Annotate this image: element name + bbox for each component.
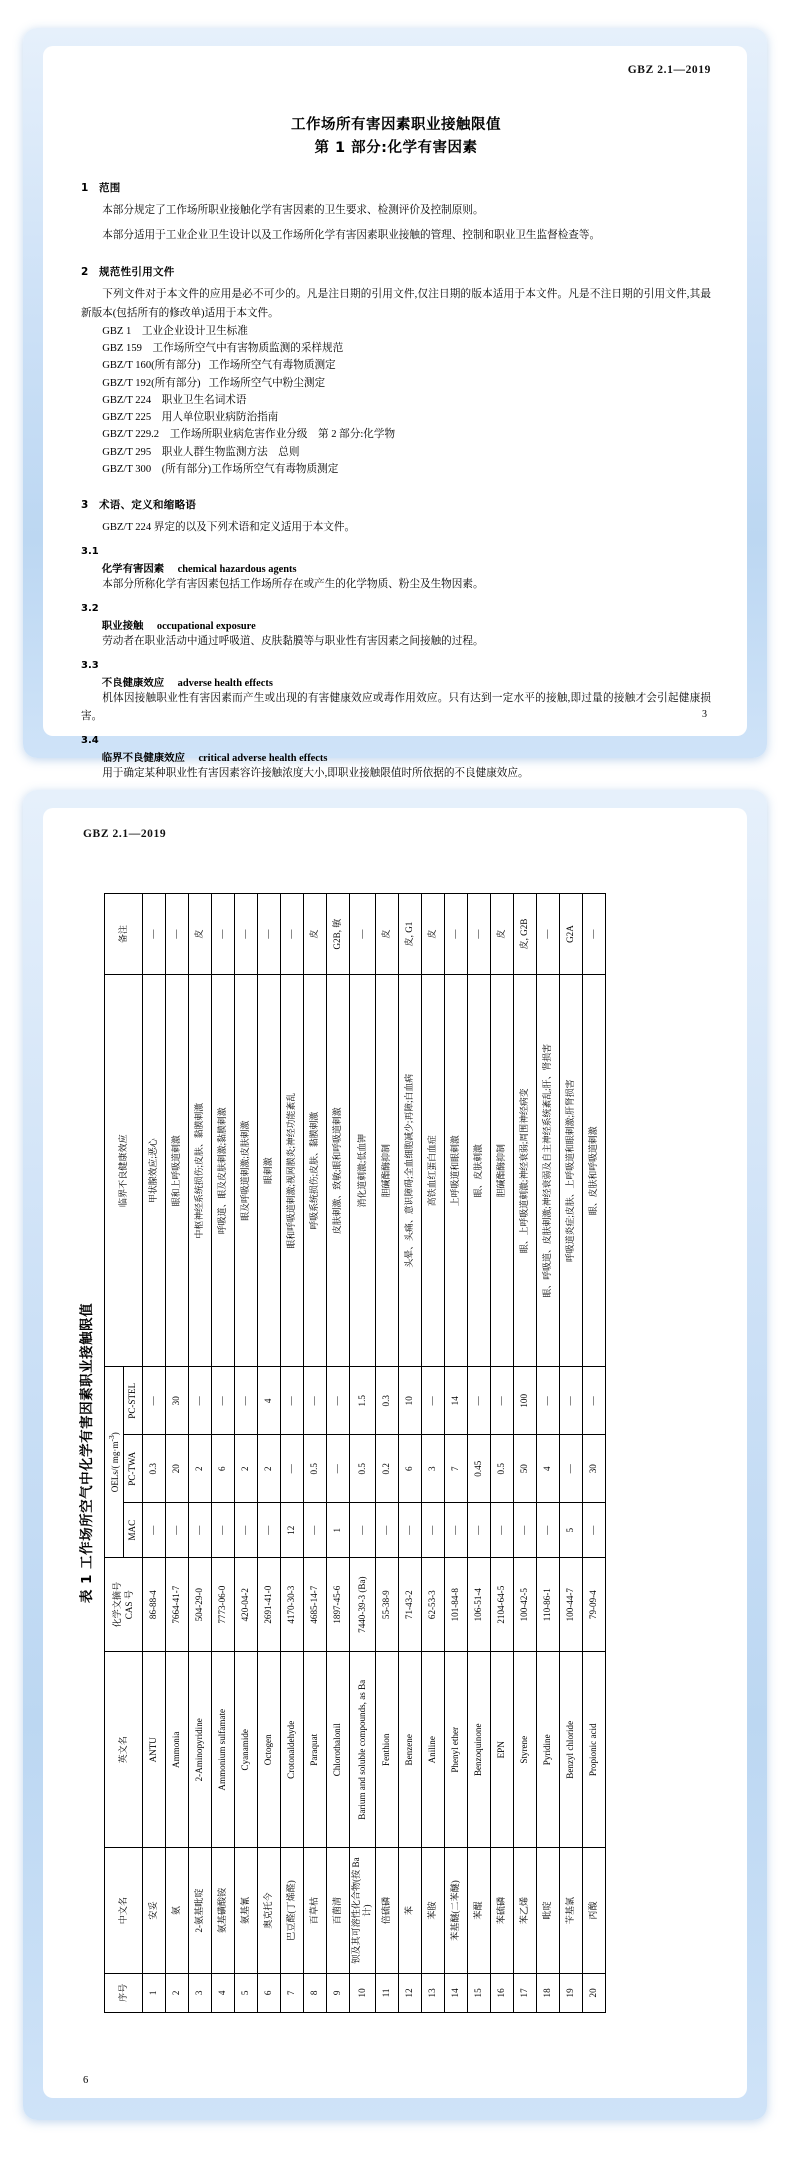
cell-en-name: Propionic acid [582, 1652, 605, 1848]
cell-cas: 504-29-0 [189, 1558, 212, 1652]
cell-pc-twa: — [559, 1435, 582, 1503]
cell-mac: — [490, 1503, 513, 1558]
term-name-cn: 不良健康效应 [101, 677, 165, 690]
col-header-cas-line2: CAS 号 [123, 1590, 134, 1620]
page-2-sheet [43, 808, 747, 2098]
table-row [375, 894, 398, 2013]
cell-pc-twa: 50 [513, 1435, 536, 1503]
page-1-content [81, 64, 711, 783]
cell-mac: — [235, 1503, 258, 1558]
table-row [467, 894, 490, 2013]
cell-remarks: — [212, 894, 235, 975]
cell-no: 9 [327, 1973, 350, 2012]
cell-pc-stel: — [212, 1367, 235, 1435]
col-header-pc-stel: PC-STEL [124, 1367, 143, 1435]
cell-pc-stel: — [421, 1367, 444, 1435]
cell-mac: — [582, 1503, 605, 1558]
cell-en-name: Paraquat [304, 1652, 327, 1848]
cell-remarks: — [258, 894, 281, 975]
cell-no: 8 [304, 1973, 327, 2012]
table-row [281, 894, 304, 2013]
cell-cas: 71-43-2 [398, 1558, 421, 1652]
cell-cn-name: 苯胺 [421, 1848, 444, 1973]
section-heading-scope [81, 180, 711, 195]
cell-cn-name: 苯 [398, 1848, 421, 1973]
cell-pc-twa: 2 [235, 1435, 258, 1503]
cell-pc-twa: 2 [258, 1435, 281, 1503]
table-row [166, 894, 189, 2013]
term-name-cn: 化学有害因素 [101, 563, 165, 576]
cell-effects: 眼和上呼吸道刺激 [166, 975, 189, 1367]
term-entry [81, 546, 711, 594]
cell-remarks: 皮 [421, 894, 444, 975]
cell-remarks: — [166, 894, 189, 975]
cell-mac: — [304, 1503, 327, 1558]
cell-en-name: Ammonia [166, 1652, 189, 1848]
table-row [235, 894, 258, 2013]
scope-paragraph-2: 本部分适用于工业企业卫生设计以及工作场所化学有害因素职业接触的管理、控制和职业卫生监督检查等。 [102, 230, 601, 242]
cell-cn-name: 氨基氰 [235, 1848, 258, 1973]
col-header-en-name: 英文名 [105, 1652, 143, 1848]
col-header-cn-name: 中文名 [105, 1848, 143, 1973]
cell-cas: 7440-39-3 (Ba) [350, 1558, 376, 1652]
cell-effects: 呼吸道炎症;皮肤、上呼吸道和眼刺激;肝肾损害 [559, 975, 582, 1367]
term-name-en: critical adverse health effects [198, 753, 328, 765]
cell-en-name: Octogen [258, 1652, 281, 1848]
cell-effects: 眼、皮肤刺激 [467, 975, 490, 1367]
document-title [81, 114, 711, 161]
table-header-row-1 [105, 894, 124, 2013]
cell-cn-name: 苄基氯 [559, 1848, 582, 1973]
cell-no: 16 [490, 1973, 513, 2012]
cell-mac: — [467, 1503, 490, 1558]
col-header-mac: MAC [124, 1503, 143, 1558]
cell-effects: 眼、上呼吸道刺激;神经衰弱;周围神经病变 [513, 975, 536, 1367]
reference-item: GBZ 1 工业企业设计卫生标准 [102, 325, 248, 337]
clause-number: 3.2 [81, 603, 99, 615]
col-header-cas [105, 1558, 143, 1652]
cell-pc-stel: — [281, 1367, 304, 1435]
col-header-cas-line1: 化学文摘号 [112, 1581, 123, 1628]
cell-cn-name: 氨 [166, 1848, 189, 1973]
cell-cas: 79-09-4 [582, 1558, 605, 1652]
section-number-1: 1 [81, 181, 89, 194]
title-line-1: 工作场所有害因素职业接触限值 [291, 117, 501, 133]
cell-pc-twa: 7 [444, 1435, 467, 1503]
cell-no: 10 [350, 1973, 376, 2012]
cell-remarks: — [143, 894, 166, 975]
table-row [444, 894, 467, 2013]
cell-mac: — [350, 1503, 376, 1558]
cell-cas: 110-86-1 [536, 1558, 559, 1652]
term-name-line [81, 617, 711, 632]
cell-no: 3 [189, 1973, 212, 2012]
cell-cas: 86-88-4 [143, 1558, 166, 1652]
cell-mac: 5 [559, 1503, 582, 1558]
cell-remarks: — [467, 894, 490, 975]
cell-en-name: Pyridine [536, 1652, 559, 1848]
cell-pc-stel: — [235, 1367, 258, 1435]
cell-cas: 4170-30-3 [281, 1558, 304, 1652]
clause-number: 3.3 [81, 660, 99, 672]
section-title-3: 术语、定义和缩略语 [99, 499, 197, 512]
cell-cas: 1897-45-6 [327, 1558, 350, 1652]
cell-cas: 7773-06-0 [212, 1558, 235, 1652]
cell-cas: 101-84-8 [444, 1558, 467, 1652]
table-row [559, 894, 582, 2013]
cell-cas: 7664-41-7 [166, 1558, 189, 1652]
cell-effects: 呼吸道、眼及皮肤刺激;黏膜刺激 [212, 975, 235, 1367]
cell-pc-stel: — [304, 1367, 327, 1435]
table-row [536, 894, 559, 2013]
cell-pc-stel: — [490, 1367, 513, 1435]
cell-no: 7 [281, 1973, 304, 2012]
cell-no: 15 [467, 1973, 490, 2012]
cell-cn-name: 百菌清 [327, 1848, 350, 1973]
col-header-effects: 临界不良健康效应 [105, 975, 143, 1367]
cell-cas: 420-04-2 [235, 1558, 258, 1652]
cell-pc-twa: 0.3 [143, 1435, 166, 1503]
col-header-pc-twa: PC-TWA [124, 1435, 143, 1503]
table-row [327, 894, 350, 2013]
cell-effects: 中枢神经系统损伤;皮肤、黏膜刺激 [189, 975, 212, 1367]
cell-cn-name: 苯基醚(二苯醚) [444, 1848, 467, 1973]
cell-cn-name: 苯乙烯 [513, 1848, 536, 1973]
cell-mac: — [189, 1503, 212, 1558]
cell-remarks: — [444, 894, 467, 975]
cell-en-name: ANTU [143, 1652, 166, 1848]
table-row [212, 894, 235, 2013]
cell-effects: 皮肤刺激、致敏;眼和呼吸道刺激 [327, 975, 350, 1367]
table-header [105, 894, 143, 2013]
cell-en-name: 2-Aminopyridine [189, 1652, 212, 1848]
page-number: 6 [83, 2075, 89, 2086]
cell-mac: — [444, 1503, 467, 1558]
refs-intro-paragraph: 下列文件对于本文件的应用是必不可少的。凡是注日期的引用文件,仅注日期的版本适用于本文件。凡是不注日期的引用文件,其最新版本(包括所有的修改单)适用于本文件。 [81, 289, 711, 319]
table-row [350, 894, 376, 2013]
cell-en-name: Fenthion [375, 1652, 398, 1848]
term-definition: 用于确定某种职业性有害因素容许接触浓度大小,即职业接触限值时所依据的不良健康效应。 [102, 768, 529, 780]
cell-remarks: G2A [559, 894, 582, 975]
cell-effects: 胆碱酯酶抑制 [375, 975, 398, 1367]
cell-pc-stel: — [189, 1367, 212, 1435]
term-entry [81, 660, 711, 726]
table-row [421, 894, 444, 2013]
term-name-line [81, 560, 711, 575]
cell-remarks: 皮 [304, 894, 327, 975]
occupational-exposure-limits-table [104, 893, 606, 2013]
cell-cn-name: 钡及其可溶性化合物(按 Ba 计) [350, 1848, 376, 1973]
col-header-oels-group [105, 1367, 124, 1558]
cell-no: 1 [143, 1973, 166, 2012]
table-caption: 表 1 工作场所空气中化学有害因素职业接触限值 [79, 1302, 95, 1604]
cell-no: 14 [444, 1973, 467, 2012]
reference-item: GBZ/T 160(所有部分) 工作场所空气有毒物质测定 [102, 360, 336, 372]
cell-mac: — [513, 1503, 536, 1558]
cell-effects: 眼、呼吸道、皮肤刺激;神经衰弱及自主神经系统紊乱;肝、肾损害 [536, 975, 559, 1367]
term-name-en: chemical hazardous agents [177, 564, 297, 576]
clause-number: 3.4 [81, 735, 99, 747]
cell-mac: — [212, 1503, 235, 1558]
cell-pc-twa: 6 [212, 1435, 235, 1503]
cell-effects: 胆碱酯酶抑制 [490, 975, 513, 1367]
cell-mac: — [258, 1503, 281, 1558]
cell-no: 20 [582, 1973, 605, 2012]
reference-item: GBZ/T 225 用人单位职业病防治指南 [102, 412, 279, 424]
cell-cn-name: 氨基磺酸铵 [212, 1848, 235, 1973]
cell-mac: — [536, 1503, 559, 1558]
cell-en-name: Chlorothalonil [327, 1652, 350, 1848]
oels-group-exponent: -3 [106, 1435, 116, 1442]
cell-cas: 100-42-5 [513, 1558, 536, 1652]
cell-no: 19 [559, 1973, 582, 2012]
cell-effects: 甲状腺效应;恶心 [143, 975, 166, 1367]
cell-en-name: Benzene [398, 1652, 421, 1848]
cell-effects: 眼及呼吸道刺激;皮肤刺激 [235, 975, 258, 1367]
cell-mac: 12 [281, 1503, 304, 1558]
cell-pc-twa: 0.2 [375, 1435, 398, 1503]
cell-no: 2 [166, 1973, 189, 2012]
cell-en-name: Benzoquinone [467, 1652, 490, 1848]
cell-pc-twa: 4 [536, 1435, 559, 1503]
cell-pc-stel: 10 [398, 1367, 421, 1435]
cell-mac: — [166, 1503, 189, 1558]
cell-remarks: — [536, 894, 559, 975]
cell-pc-stel: 1.5 [350, 1367, 376, 1435]
cell-en-name: Benzyl chloride [559, 1652, 582, 1848]
col-header-no: 序号 [105, 1973, 143, 2012]
cell-effects: 头晕、头痛、意识障碍;全血细胞减少;再障;白血病 [398, 975, 421, 1367]
cell-pc-stel: — [327, 1367, 350, 1435]
cell-cas: 4685-14-7 [304, 1558, 327, 1652]
table-row [398, 894, 421, 2013]
term-definition: 机体因接触职业性有害因素而产生或出现的有害健康效应或毒作用效应。只有达到一定水平的接触,即过量的接触才会引起健康损害。 [81, 693, 711, 723]
cell-remarks: 皮 [189, 894, 212, 975]
cell-no: 4 [212, 1973, 235, 2012]
cell-cn-name: 巴豆醛(丁烯醛) [281, 1848, 304, 1973]
cell-no: 17 [513, 1973, 536, 2012]
cell-no: 13 [421, 1973, 444, 2012]
table-row [304, 894, 327, 2013]
cell-en-name: Cyanamide [235, 1652, 258, 1848]
page-1-shell [23, 28, 767, 780]
cell-remarks: 皮, G1 [398, 894, 421, 975]
table-row [189, 894, 212, 2013]
table-row [143, 894, 166, 2013]
table-row [258, 894, 281, 2013]
cell-pc-stel: — [582, 1367, 605, 1435]
cell-pc-stel: — [143, 1367, 166, 1435]
cell-en-name: Styrene [513, 1652, 536, 1848]
cell-no: 6 [258, 1973, 281, 2012]
cell-pc-twa: 3 [421, 1435, 444, 1503]
rotated-landscape-table-area [75, 858, 715, 2048]
section-title-2: 规范性引用文件 [99, 266, 175, 279]
section-number-3: 3 [81, 499, 89, 512]
section-number-2: 2 [81, 266, 89, 279]
reference-item: GBZ/T 300 (所有部分)工作场所空气有毒物质测定 [102, 463, 339, 475]
table-body [143, 894, 606, 2013]
cell-pc-twa: — [327, 1435, 350, 1503]
cell-effects: 眼和呼吸道刺激;视网膜炎;神经功能紊乱 [281, 975, 304, 1367]
cell-remarks: — [350, 894, 376, 975]
cell-cas: 62-53-3 [421, 1558, 444, 1652]
cell-en-name: Aniline [421, 1652, 444, 1848]
scope-paragraph-1: 本部分规定了工作场所职业接触化学有害因素的卫生要求、检测评价及控制原则。 [102, 204, 484, 216]
cell-mac: 1 [327, 1503, 350, 1558]
col-header-remarks: 备注 [105, 894, 143, 975]
term-entry [81, 735, 711, 783]
cell-remarks: 皮 [490, 894, 513, 975]
cell-pc-twa: 6 [398, 1435, 421, 1503]
cell-cas: 106-51-4 [467, 1558, 490, 1652]
cell-remarks: 皮 [375, 894, 398, 975]
table-row [490, 894, 513, 2013]
section-heading-normative-refs [81, 264, 711, 279]
cell-cn-name: 吡啶 [536, 1848, 559, 1973]
table-row [582, 894, 605, 2013]
term-entry [81, 603, 711, 651]
reference-item: GBZ/T 229.2 工作场所职业病危害作业分级 第 2 部分:化学物 [102, 429, 396, 441]
cell-no: 11 [375, 1973, 398, 2012]
cell-cn-name: 苯硫磷 [490, 1848, 513, 1973]
cell-pc-twa: 20 [166, 1435, 189, 1503]
cell-cn-name: 倍硫磷 [375, 1848, 398, 1973]
cell-pc-stel: 100 [513, 1367, 536, 1435]
cell-cn-name: 奥克托今 [258, 1848, 281, 1973]
term-name-line [81, 674, 711, 689]
cell-pc-stel: — [536, 1367, 559, 1435]
section-title-1: 范围 [99, 181, 121, 194]
cell-cas: 100-44-7 [559, 1558, 582, 1652]
cell-remarks: 皮, G2B [513, 894, 536, 975]
cell-no: 18 [536, 1973, 559, 2012]
page-2-shell [23, 790, 767, 2120]
cell-pc-twa: 30 [582, 1435, 605, 1503]
cell-pc-stel: — [467, 1367, 490, 1435]
table-row [513, 894, 536, 2013]
term-name-cn: 临界不良健康效应 [101, 752, 185, 765]
term-definition: 劳动者在职业活动中通过呼吸道、皮肤黏膜等与职业性有害因素之间接触的过程。 [102, 636, 484, 648]
cell-pc-twa: 0.45 [467, 1435, 490, 1503]
oels-group-tail: ) [109, 1432, 120, 1436]
cell-cn-name: 苯醌 [467, 1848, 490, 1973]
cell-effects: 呼吸系统损伤;皮肤、黏膜刺激 [304, 975, 327, 1367]
cell-effects: 高铁血红蛋白血症 [421, 975, 444, 1367]
page-2-content [43, 808, 747, 2098]
standard-code-header: GBZ 2.1—2019 [627, 64, 711, 76]
title-line-2: 第 1 部分:化学有害因素 [314, 140, 478, 157]
cell-no: 5 [235, 1973, 258, 2012]
cell-pc-twa: 2 [189, 1435, 212, 1503]
standard-code-header: GBZ 2.1—2019 [83, 828, 167, 840]
page-number: 3 [702, 709, 707, 720]
reference-item: GBZ/T 295 职业人群生物监测方法 总则 [102, 446, 300, 458]
section-heading-terms [81, 497, 711, 512]
cell-mac: — [375, 1503, 398, 1558]
oels-group-label: OELs/( mg·m [109, 1441, 120, 1493]
page-1-sheet [43, 46, 747, 780]
cell-pc-twa: 0.5 [350, 1435, 376, 1503]
cell-mac: — [143, 1503, 166, 1558]
cell-effects: 眼、皮肤和呼吸道刺激 [582, 975, 605, 1367]
cell-en-name: Barium and soluble compounds, as Ba [350, 1652, 376, 1848]
cell-pc-stel: 0.3 [375, 1367, 398, 1435]
cell-en-name: Crotonaldehyde [281, 1652, 304, 1848]
cell-cas: 2104-64-5 [490, 1558, 513, 1652]
clause-number: 3.1 [81, 546, 99, 558]
cell-pc-stel: 4 [258, 1367, 281, 1435]
cell-cn-name: 丙酸 [582, 1848, 605, 1973]
terms-intro-paragraph: GBZ/T 224 界定的以及下列术语和定义适用于本文件。 [102, 522, 356, 534]
cell-cn-name: 安妥 [143, 1848, 166, 1973]
cell-pc-stel: — [559, 1367, 582, 1435]
cell-en-name: Ammonium sulfamate [212, 1652, 235, 1848]
cell-cas: 2691-41-0 [258, 1558, 281, 1652]
cell-remarks: — [281, 894, 304, 975]
cell-cas: 55-38-9 [375, 1558, 398, 1652]
cell-effects: 眼刺激 [258, 975, 281, 1367]
cell-pc-stel: 14 [444, 1367, 467, 1435]
term-definition: 本部分所称化学有害因素包括工作场所存在或产生的化学物质、粉尘及生物因素。 [102, 579, 484, 591]
cell-mac: — [421, 1503, 444, 1558]
cell-remarks: G2B, 敏 [327, 894, 350, 975]
normative-reference-list [81, 323, 711, 478]
cell-remarks: — [235, 894, 258, 975]
term-name-cn: 职业接触 [101, 620, 144, 633]
cell-no: 12 [398, 1973, 421, 2012]
cell-en-name: EPN [490, 1652, 513, 1848]
cell-en-name: Phenyl ether [444, 1652, 467, 1848]
cell-remarks: — [582, 894, 605, 975]
term-name-en: occupational exposure [156, 621, 256, 633]
term-name-line [81, 749, 711, 764]
reference-item: GBZ 159 工作场所空气中有害物质监测的采样规范 [102, 343, 344, 355]
term-name-en: adverse health effects [177, 678, 273, 690]
cell-pc-twa: 0.5 [490, 1435, 513, 1503]
cell-cn-name: 百草枯 [304, 1848, 327, 1973]
cell-effects: 消化道刺激;低血钾 [350, 975, 376, 1367]
cell-mac: — [398, 1503, 421, 1558]
cell-effects: 上呼吸道和眼刺激 [444, 975, 467, 1367]
cell-pc-twa: — [281, 1435, 304, 1503]
cell-pc-stel: 30 [166, 1367, 189, 1435]
reference-item: GBZ/T 224 职业卫生名词术语 [102, 394, 247, 406]
reference-item: GBZ/T 192(所有部分) 工作场所空气中粉尘测定 [102, 377, 326, 389]
cell-pc-twa: 0.5 [304, 1435, 327, 1503]
cell-cn-name: 2-氨基吡啶 [189, 1848, 212, 1973]
